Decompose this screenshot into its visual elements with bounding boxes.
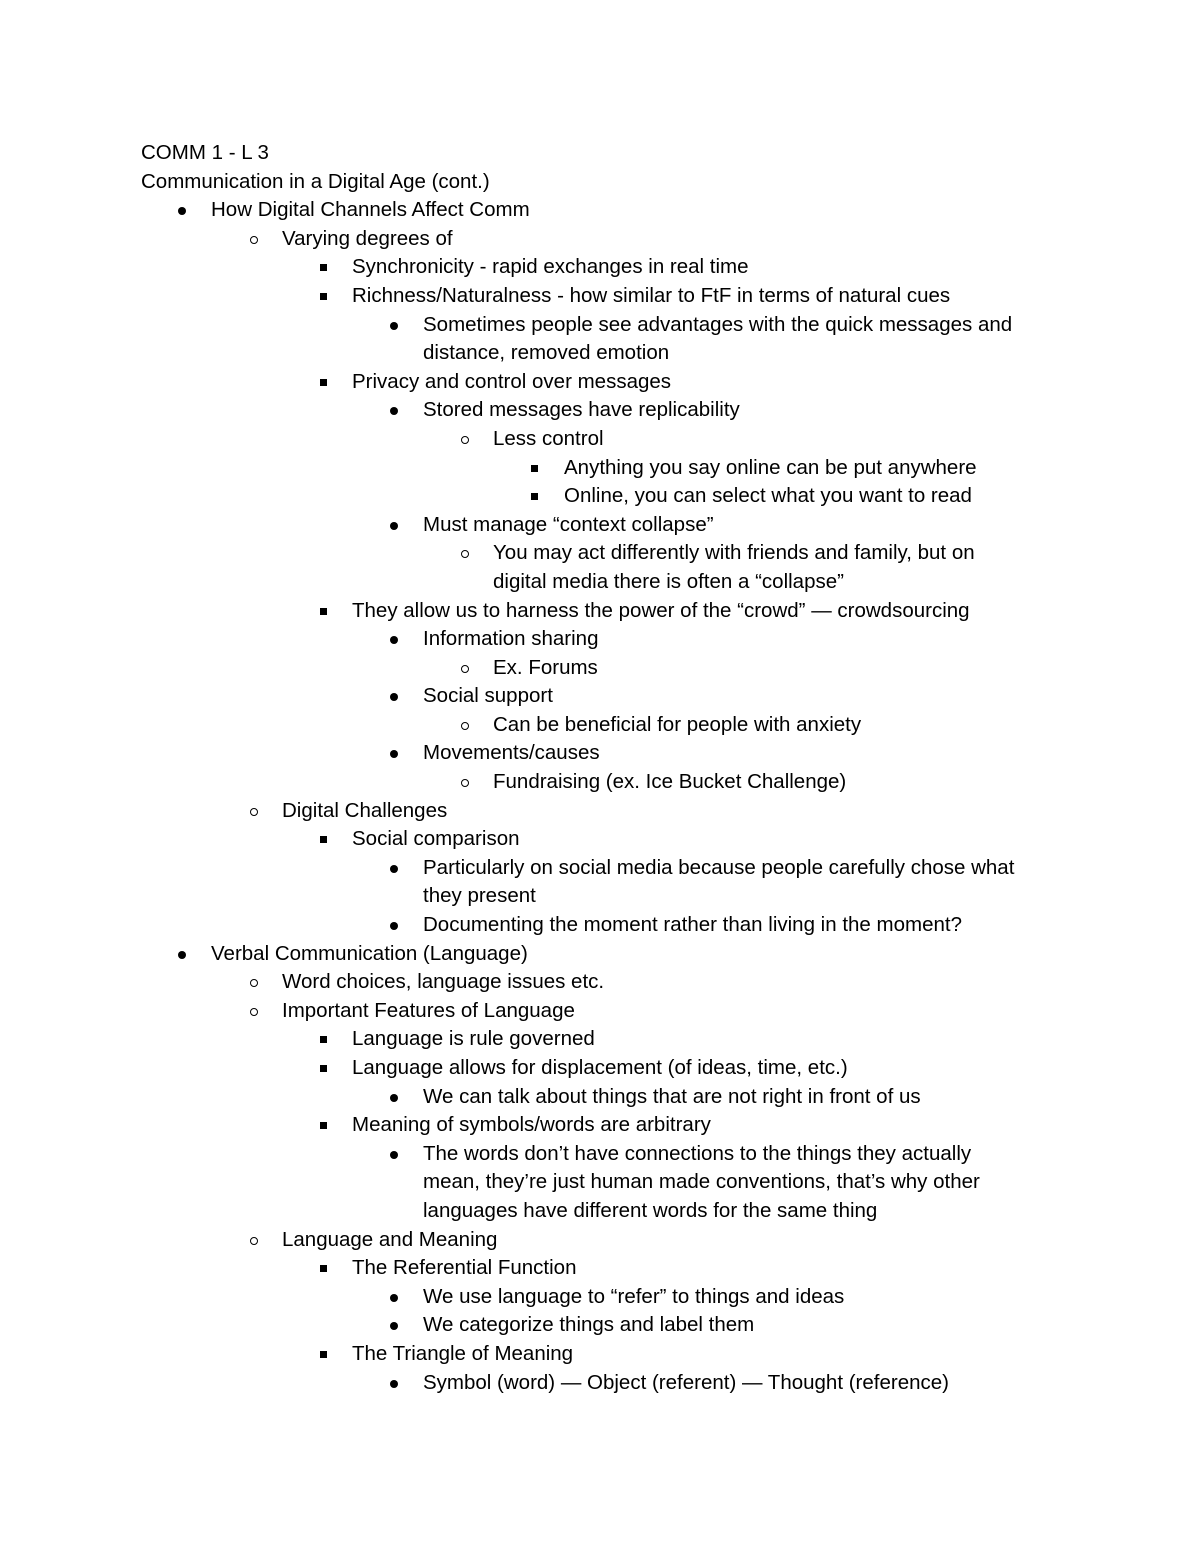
list-item-text: Sometimes people see advantages with the quick messages and xyxy=(423,312,1013,336)
list-item xyxy=(141,511,1101,540)
list-item-text: Anything you say online can be put anywhere xyxy=(564,455,977,479)
circle-bullet-icon xyxy=(250,225,262,254)
circle-bullet-icon xyxy=(461,711,473,740)
circle-bullet-icon xyxy=(461,654,473,683)
list-item xyxy=(141,1083,1101,1112)
list-item-text: Stored messages have replicability xyxy=(423,398,740,422)
list-item xyxy=(141,454,1101,483)
list-item-text: Verbal Communication (Language) xyxy=(211,941,528,965)
list-item-text: Must manage “context collapse” xyxy=(423,512,714,536)
list-item xyxy=(141,940,1101,969)
list-item xyxy=(141,682,1101,711)
square-bullet-icon xyxy=(320,1054,332,1083)
list-item xyxy=(141,368,1101,397)
list-item xyxy=(141,396,1101,425)
list-item xyxy=(141,282,1101,311)
list-item xyxy=(141,854,1101,911)
list-item xyxy=(141,911,1101,940)
list-item-text: How Digital Channels Affect Comm xyxy=(211,198,530,222)
list-item-text: We can talk about things that are not right in front of us xyxy=(423,1084,921,1108)
disc-bullet-icon xyxy=(390,1311,402,1340)
list-item xyxy=(141,1226,1101,1255)
disc-bullet-icon xyxy=(390,511,402,540)
list-item-text: We use language to “refer” to things and ideas xyxy=(423,1284,845,1308)
list-item xyxy=(141,968,1101,997)
list-item-text: Varying degrees of xyxy=(282,226,453,250)
list-item-text: Can be beneficial for people with anxiety xyxy=(493,712,862,736)
list-item-text: You may act differently with friends and family, but on xyxy=(493,541,975,565)
square-bullet-icon xyxy=(320,282,332,311)
course-heading: COMM 1 - L 3 xyxy=(141,141,269,164)
list-item-text: We categorize things and label them xyxy=(423,1313,755,1337)
list-item xyxy=(141,797,1101,826)
list-item-text: distance, removed emotion xyxy=(423,341,670,365)
list-item-text: The Referential Function xyxy=(352,1256,577,1280)
list-item-text: Less control xyxy=(493,426,604,450)
list-item xyxy=(141,768,1101,797)
disc-bullet-icon xyxy=(390,311,402,340)
disc-bullet-icon xyxy=(390,1083,402,1112)
list-item xyxy=(141,1311,1101,1340)
circle-bullet-icon xyxy=(461,768,473,797)
list-item-text: Online, you can select what you want to read xyxy=(564,484,972,508)
list-item xyxy=(141,311,1101,368)
square-bullet-icon xyxy=(320,253,332,282)
list-item-text: Information sharing xyxy=(423,627,599,651)
topic-heading: Communication in a Digital Age (cont.) xyxy=(141,169,490,193)
list-item-text: Fundraising (ex. Ice Bucket Challenge) xyxy=(493,770,847,794)
list-item-text: They allow us to harness the power of the “crowd” — crowdsourcing xyxy=(352,598,970,622)
list-item-text: Symbol (word) — Object (referent) — Thought (reference) xyxy=(423,1370,949,1394)
list-item xyxy=(141,825,1101,854)
square-bullet-icon xyxy=(320,825,332,854)
list-item xyxy=(141,425,1101,454)
list-item-text: Movements/causes xyxy=(423,741,600,765)
list-item xyxy=(141,225,1101,254)
list-item xyxy=(141,739,1101,768)
list-item xyxy=(141,482,1101,511)
list-item-text: Word choices, language issues etc. xyxy=(282,970,605,994)
outline-list xyxy=(141,196,1101,1397)
square-bullet-icon xyxy=(320,1025,332,1054)
disc-bullet-icon xyxy=(390,1140,402,1169)
disc-bullet-icon xyxy=(390,854,402,883)
list-item-text: Important Features of Language xyxy=(282,998,575,1022)
list-item xyxy=(141,1283,1101,1312)
list-item-text: Particularly on social media because people carefully chose what xyxy=(423,855,1015,879)
circle-bullet-icon xyxy=(250,968,262,997)
disc-bullet-icon xyxy=(390,396,402,425)
list-item-text: Privacy and control over messages xyxy=(352,369,672,393)
list-item xyxy=(141,997,1101,1026)
list-item-text: The Triangle of Meaning xyxy=(352,1341,574,1365)
square-bullet-icon xyxy=(320,597,332,626)
list-item xyxy=(141,625,1101,654)
list-item xyxy=(141,539,1101,596)
list-item-text: Social support xyxy=(423,684,553,708)
circle-bullet-icon xyxy=(461,539,473,568)
disc-bullet-icon xyxy=(390,682,402,711)
disc-bullet-icon xyxy=(390,739,402,768)
list-item xyxy=(141,1340,1101,1369)
notes-content xyxy=(141,139,1101,1397)
disc-bullet-icon xyxy=(390,625,402,654)
list-item xyxy=(141,253,1101,282)
list-item xyxy=(141,1140,1101,1226)
circle-bullet-icon xyxy=(250,797,262,826)
disc-bullet-icon xyxy=(390,911,402,940)
disc-bullet-icon xyxy=(178,196,190,225)
list-item xyxy=(141,654,1101,683)
list-item xyxy=(141,196,1101,225)
circle-bullet-icon xyxy=(250,1226,262,1255)
square-bullet-icon xyxy=(320,368,332,397)
list-item-text: languages have different words for the same thing xyxy=(423,1198,878,1222)
list-item-text: Language is rule governed xyxy=(352,1027,595,1051)
list-item-text: The words don’t have connections to the things they actually xyxy=(423,1141,972,1165)
list-item-text: Ex. Forums xyxy=(493,655,598,679)
disc-bullet-icon xyxy=(390,1283,402,1312)
list-item-text: Social comparison xyxy=(352,827,520,851)
list-item-text: Language and Meaning xyxy=(282,1227,498,1251)
list-item xyxy=(141,1111,1101,1140)
list-item-text: Digital Challenges xyxy=(282,798,448,822)
circle-bullet-icon xyxy=(461,425,473,454)
list-item xyxy=(141,597,1101,626)
disc-bullet-icon xyxy=(178,940,190,969)
square-bullet-icon xyxy=(320,1254,332,1283)
square-bullet-icon xyxy=(320,1111,332,1140)
list-item-text: Language allows for displacement (of ideas, time, etc.) xyxy=(352,1056,848,1079)
list-item-text: mean, they’re just human made conventions, that’s why other xyxy=(423,1170,980,1194)
square-bullet-icon xyxy=(531,454,543,483)
list-item xyxy=(141,1254,1101,1283)
list-item xyxy=(141,1054,1101,1083)
list-item xyxy=(141,1025,1101,1054)
list-item-text: they present xyxy=(423,884,536,908)
list-item-text: Documenting the moment rather than living in the moment? xyxy=(423,913,962,937)
list-item-text: Richness/Naturalness - how similar to FtF in terms of natural cues xyxy=(352,283,951,307)
square-bullet-icon xyxy=(320,1340,332,1369)
list-item xyxy=(141,1369,1101,1398)
list-item-text: Synchronicity - rapid exchanges in real time xyxy=(352,255,749,279)
list-item-text: Meaning of symbols/words are arbitrary xyxy=(352,1113,711,1137)
list-item-text: digital media there is often a “collapse” xyxy=(493,569,844,593)
square-bullet-icon xyxy=(531,482,543,511)
circle-bullet-icon xyxy=(250,997,262,1026)
disc-bullet-icon xyxy=(390,1369,402,1398)
list-item xyxy=(141,711,1101,740)
